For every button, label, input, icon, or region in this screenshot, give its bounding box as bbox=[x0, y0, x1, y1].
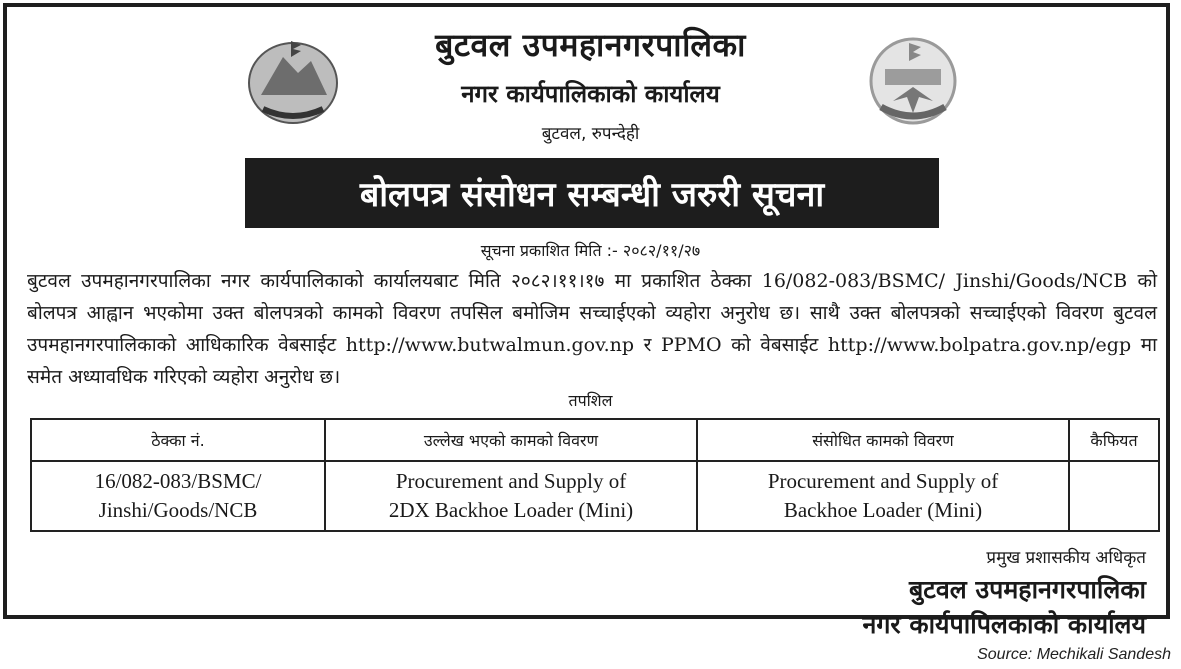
signatory-designation: प्रमुख प्रशासकीय अधिकृत bbox=[986, 548, 1146, 568]
cell-original-description bbox=[325, 461, 697, 531]
cell-revised-description bbox=[697, 461, 1069, 531]
contract-no-line1: 16/082-083/BSMC/ bbox=[94, 469, 262, 493]
schedule-table bbox=[30, 418, 1160, 532]
publish-date: सूचना प्रकाशित मिति :- २०८२/११/२७ bbox=[480, 241, 701, 260]
header-remarks: कैफियत bbox=[1069, 419, 1159, 461]
notice-body: बुटवल उपमहानगरपालिका नगर कार्यपालिकाको कार्यालयबाट मिति २०८२।११।१७ मा प्रकाशित ठेक्का 16/082-083/BSMC/ Jinshi/Goods/NCB को बोलपत्र आह्वान भएकोमा उक्त बोलपत्रको कामको विवरण तपसिल बमोजिम सच्चाईएको व्यहोरा अनुरोध छ। साथै उक्त बोलपत्रको सच्चाईएको विवरण बुटवल उपमहानगरपालिकाको आधिकारिक वेबसाईट http://www.butwalmun.gov.np र PPMO को वेबसाईट http://www.bolpatra.gov.np/egp मा समेत अध्यावधिक गरिएको व्यहोरा अनुरोध छ। bbox=[27, 270, 1157, 388]
header-revised-description: संसोधित कामको विवरण bbox=[697, 419, 1069, 461]
office-title: नगर कार्यपालिकाको कार्यालय bbox=[461, 80, 720, 108]
notice-banner: बोलपत्र संसोधन सम्बन्धी जरुरी सूचना bbox=[245, 158, 939, 228]
source-credit: Source: Mechikali Sandesh bbox=[977, 646, 1171, 663]
original-line1: Procurement and Supply of bbox=[395, 469, 627, 493]
municipality-title: बुटवल उपमहानगरपालिका bbox=[435, 26, 746, 64]
revised-line2: Backhoe Loader (Mini) bbox=[783, 498, 983, 522]
header-contract-no: ठेक्का नं. bbox=[31, 419, 325, 461]
table-header-row bbox=[31, 419, 1159, 461]
revised-line1: Procurement and Supply of bbox=[767, 469, 999, 493]
location: बुटवल, रुपन्देही bbox=[541, 124, 640, 144]
schedule-label: तपशिल bbox=[568, 391, 613, 410]
contract-no-line2: Jinshi/Goods/NCB bbox=[98, 498, 258, 522]
cell-remarks bbox=[1069, 461, 1159, 531]
cell-contract-no bbox=[31, 461, 325, 531]
signatory-org-line1: बुटवल उपमहानगरपालिका bbox=[909, 575, 1146, 604]
table-row bbox=[31, 461, 1159, 531]
signatory-org-line2: नगर कार्यपापिलकाको कार्यालय bbox=[862, 610, 1146, 639]
header-original-description: उल्लेख भएको कामको विवरण bbox=[325, 419, 697, 461]
original-line2: 2DX Backhoe Loader (Mini) bbox=[388, 498, 634, 522]
notice-frame bbox=[3, 3, 1170, 639]
